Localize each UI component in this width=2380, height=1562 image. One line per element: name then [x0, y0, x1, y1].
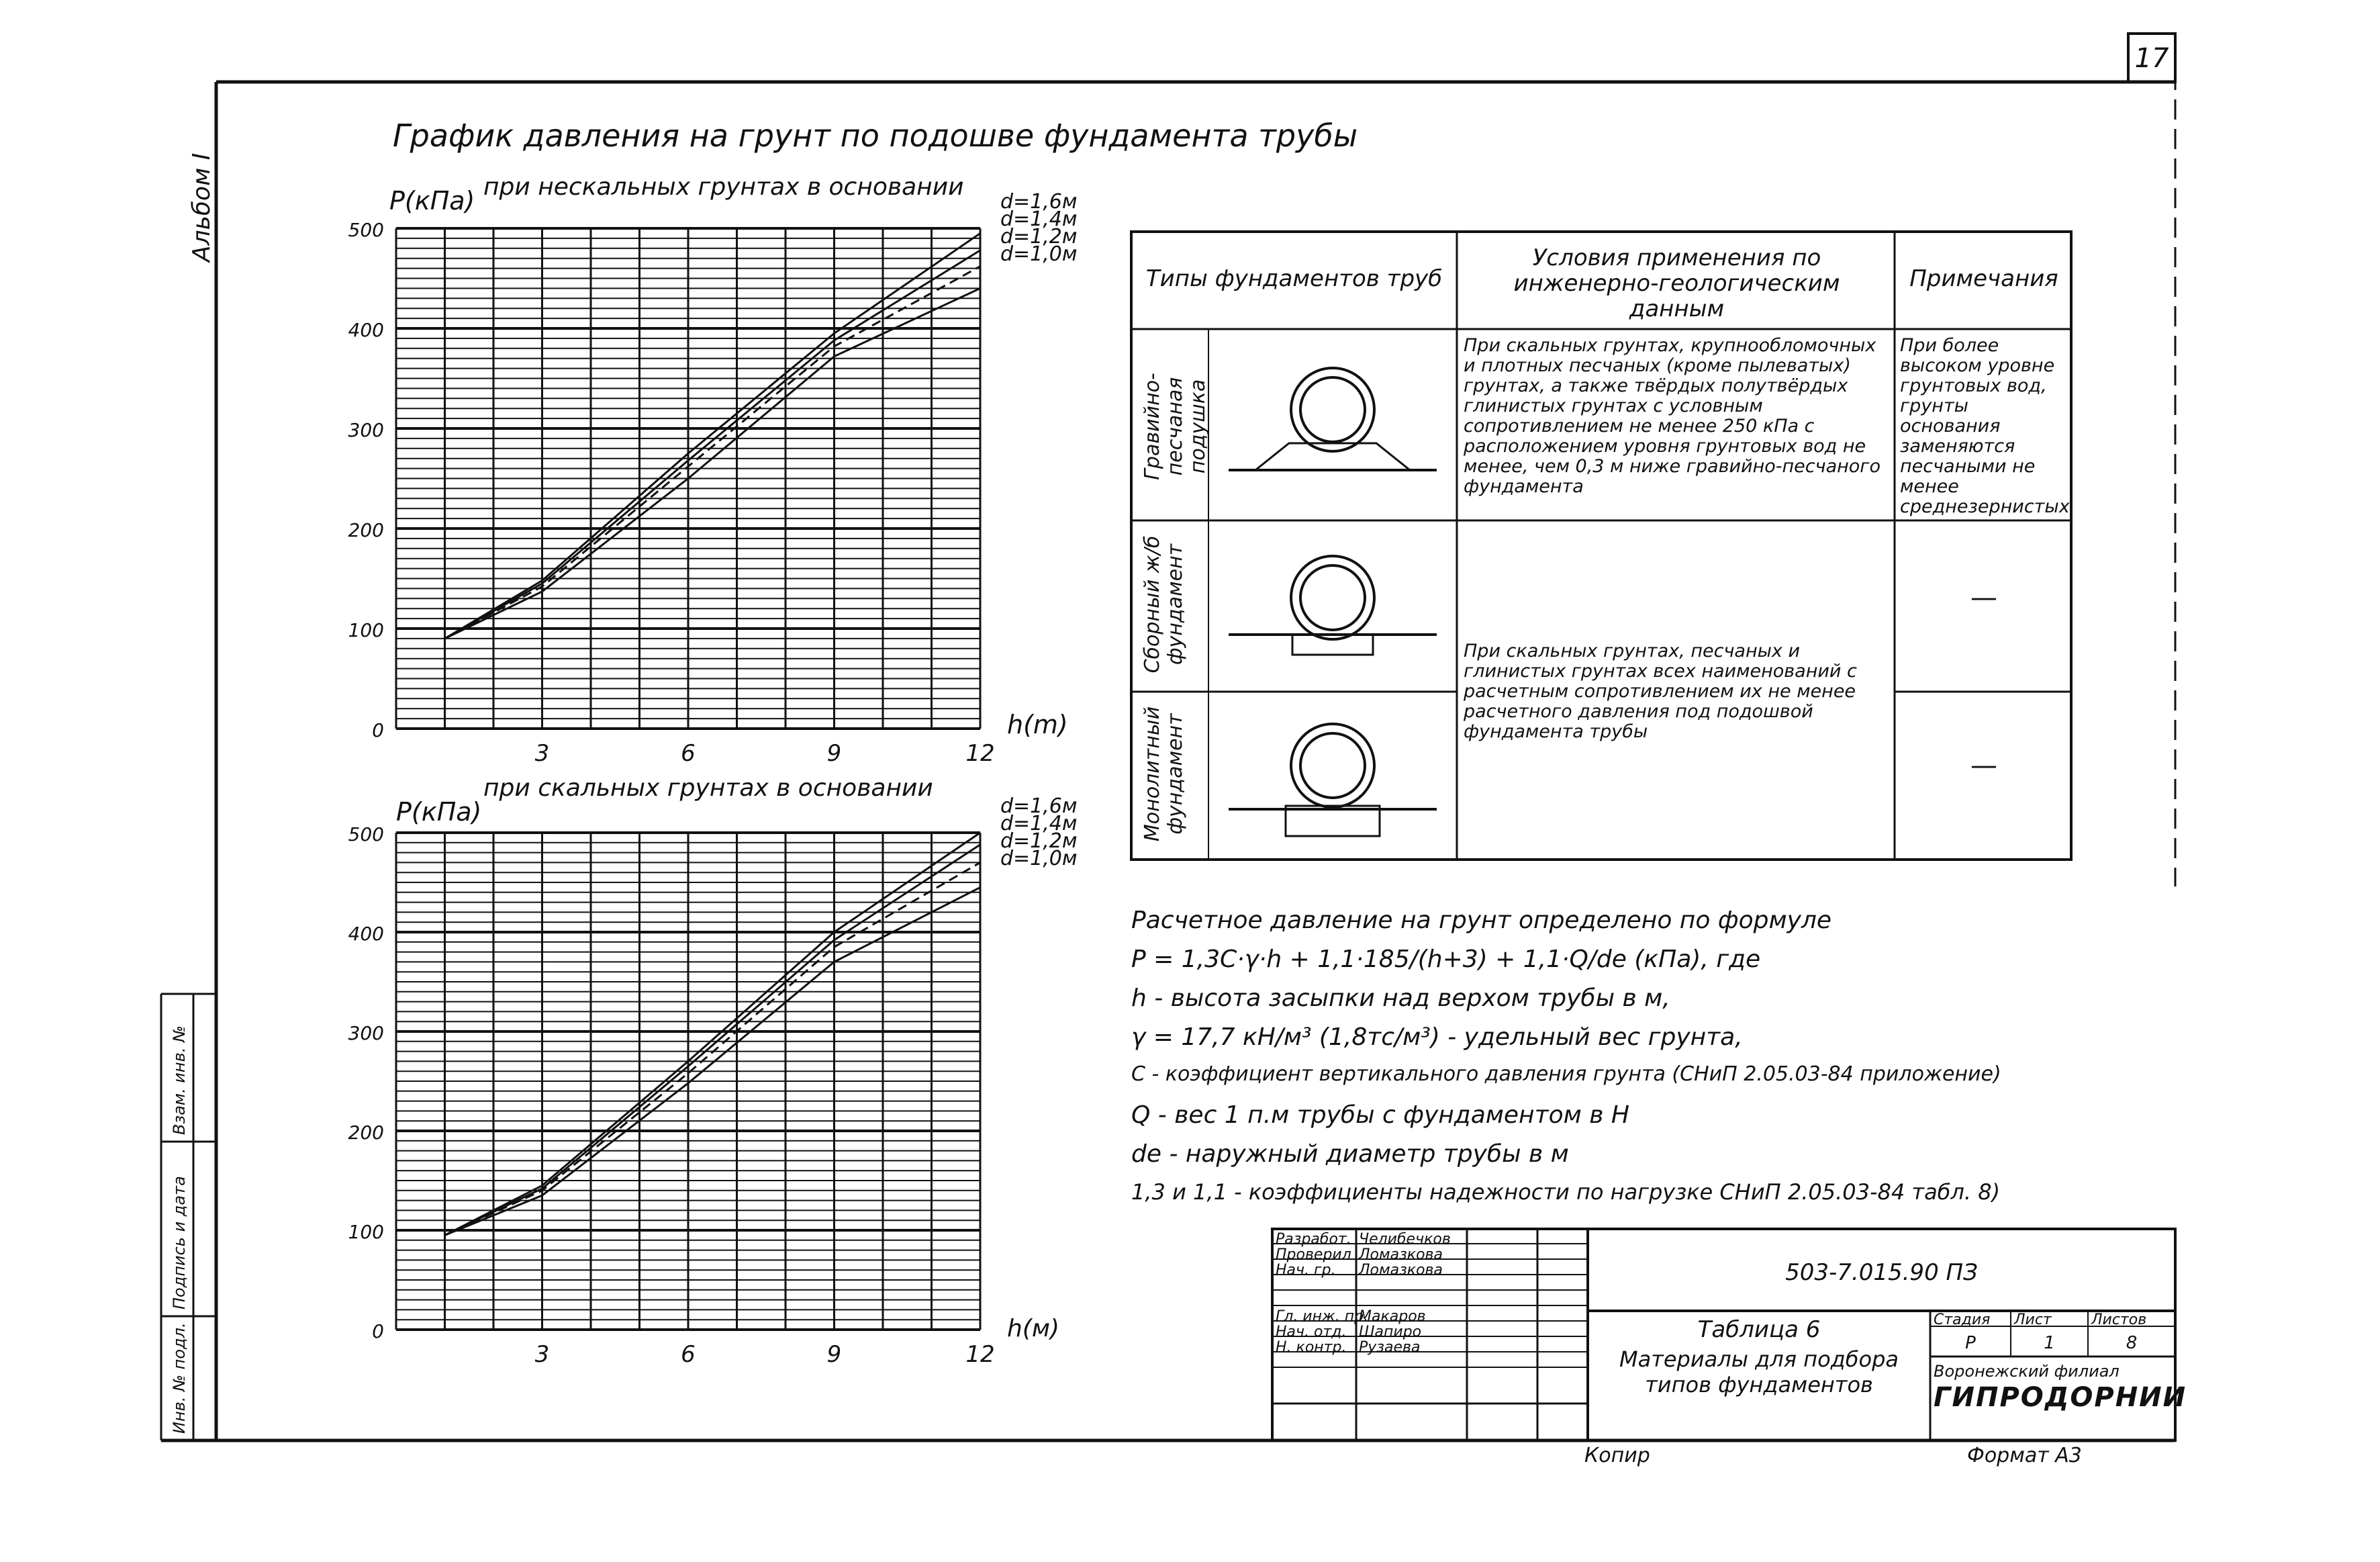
stamp-vzam: Взам. инв. №: [170, 1025, 189, 1135]
stamp-sheet-label: Лист: [2014, 1312, 2052, 1328]
legend-label: d=1,4м: [1000, 208, 1078, 231]
stamp-title-2: Материалы для подбора типов фундаментов: [1619, 1346, 1899, 1397]
legend-label: d=1,4м: [1000, 812, 1078, 835]
x-tick-label: 3: [534, 740, 550, 767]
x-tick-label: 9: [826, 740, 842, 767]
stamp-name-1: Ломазкова: [1359, 1246, 1443, 1263]
stamp-role-4: Нач. отд.: [1276, 1324, 1347, 1340]
y-tick-label: 400: [348, 319, 384, 341]
row3-note: —: [1970, 750, 1997, 781]
chart2-ylabel: P(кПа): [396, 797, 482, 827]
row2-note: —: [1970, 582, 1997, 613]
x-tick-label: 12: [965, 1341, 995, 1368]
stamp-name-5: Рузаева: [1359, 1339, 1421, 1356]
stamp-org-1: Воронежский филиал: [1934, 1362, 2120, 1381]
stamp-sign: Подпись и дата: [170, 1176, 189, 1310]
stamp-name-3: Макаров: [1359, 1308, 1426, 1325]
formula-line-6: Q - вес 1 п.м трубы с фундаментом в Н: [1131, 1101, 1629, 1129]
stamp-title-1: Таблица 6: [1697, 1316, 1821, 1343]
stamp-format: Формат А3: [1967, 1444, 2082, 1467]
x-tick-label: 6: [681, 740, 696, 767]
legend-label: d=1,6м: [1000, 190, 1078, 214]
legend-label: d=1,0м: [1000, 242, 1078, 266]
formula-line-4: γ = 17,7 кН/м³ (1,8тс/м³) - удельный вес грунта,: [1131, 1023, 1743, 1051]
chart2-subtitle: при скальных грунтах в основании: [483, 774, 933, 802]
stamp-name-4: Шапиро: [1359, 1324, 1422, 1340]
y-tick-label: 200: [348, 519, 384, 541]
stamp-stage-value: Р: [1965, 1333, 1976, 1353]
formula-line-5: C - коэффициент вертикального давления грунта (СНиП 2.05.03-84 приложение): [1131, 1062, 2001, 1086]
chart1-ylabel: P(кПа): [389, 186, 475, 216]
row1-note: При более высоком уровне грунтовых вод, грунты основания заменяются песчаными не менее среднезернистых: [1900, 335, 2070, 517]
stamp-sheet-value: 1: [2044, 1333, 2055, 1353]
legend-label: d=1,2м: [1000, 225, 1078, 248]
y-tick-label: 0: [372, 1320, 384, 1342]
stamp-copied: Копир: [1584, 1444, 1650, 1467]
formula-line-3: h - высота засыпки над верхом трубы в м,: [1131, 984, 1670, 1012]
legend-label: d=1,6м: [1000, 794, 1078, 818]
stamp-sheets-label: Листов: [2091, 1312, 2147, 1328]
x-tick-label: 12: [965, 740, 995, 767]
chart2-xlabel: h(м): [1007, 1315, 1060, 1342]
stamp-name-0: Челибечков: [1359, 1231, 1451, 1248]
page-number: 17: [2134, 43, 2169, 74]
stamp-name-2: Ломазкова: [1359, 1262, 1443, 1279]
x-tick-label: 9: [826, 1341, 842, 1368]
y-tick-label: 500: [348, 823, 384, 845]
x-tick-label: 6: [681, 1341, 696, 1368]
album-label: Альбом I: [188, 152, 216, 262]
stamp-role-3: Гл. инж. пр.: [1276, 1308, 1369, 1325]
row2-conditions: При скальных грунтах, песчаных и глинистых грунтах всех наименований с расчетным сопротивлением их не менее расчетного давления под подошвой фундамента трубы: [1464, 641, 1857, 742]
formula-line-1: Расчетное давление на грунт определено по формуле: [1131, 907, 1832, 934]
chart1-subtitle: при нескальных грунтах в основании: [483, 173, 964, 201]
row3-type: Монолитный фундамент: [1141, 706, 1187, 842]
stamp-role-1: Проверил: [1276, 1246, 1351, 1263]
stamp-stage-label: Стадия: [1934, 1312, 1991, 1328]
table-header-conditions: Условия применения по инженерно-геологическим данным: [1513, 244, 1840, 322]
main-title: График давления на грунт по подошве фундамента трубы: [393, 118, 1358, 154]
row1-type: Гравийно-песчаная подушка: [1141, 373, 1210, 480]
row1-conditions: При скальных грунтах, крупнообломочных и плотных песчаных (кроме пылеватых) грунтах, а также твёрдых полутвёрдых глинистых грунтах с условным сопротивлением не менее 250 кПа с расположением уровня грунтовых вод не менее, чем 0,3 м ниже гравийно-песчаного фундамента: [1464, 335, 1881, 497]
row2-type: Сборный ж/б фундамент: [1141, 535, 1187, 674]
legend-label: d=1,2м: [1000, 829, 1078, 853]
y-tick-label: 300: [348, 1022, 384, 1044]
formula-line-7: de - наружный диаметр трубы в м: [1131, 1140, 1569, 1168]
stamp-sheets-value: 8: [2126, 1333, 2138, 1353]
stamp-inv: Инв. № подл.: [170, 1322, 189, 1434]
stamp-role-2: Нач. гр.: [1276, 1262, 1336, 1279]
table-header-type: Типы фундаментов труб: [1145, 265, 1443, 292]
y-tick-label: 100: [348, 619, 384, 641]
y-tick-label: 400: [348, 923, 384, 945]
chart1-xlabel: h(m): [1007, 710, 1068, 739]
y-tick-label: 0: [372, 719, 384, 741]
y-tick-label: 300: [348, 419, 384, 441]
stamp-doc-code: 503-7.015.90 ПЗ: [1785, 1259, 1978, 1286]
formula-line-2: P = 1,3C·γ·h + 1,1·185/(h+3) + 1,1·Q/de (кПа), где: [1131, 946, 1761, 973]
x-tick-label: 3: [534, 1341, 550, 1368]
y-tick-label: 500: [348, 219, 384, 241]
table-header-notes: Примечания: [1909, 265, 2058, 292]
y-tick-label: 200: [348, 1121, 384, 1144]
stamp-org-2: ГИПРОДОРНИИ: [1934, 1382, 2187, 1413]
y-tick-label: 100: [348, 1221, 384, 1243]
stamp-role-5: Н. контр.: [1276, 1339, 1347, 1356]
legend-label: d=1,0м: [1000, 847, 1078, 870]
formula-line-8: 1,3 и 1,1 - коэффициенты надежности по нагрузке СНиП 2.05.03-84 табл. 8): [1131, 1179, 2001, 1205]
stamp-role-0: Разработ.: [1276, 1231, 1351, 1248]
